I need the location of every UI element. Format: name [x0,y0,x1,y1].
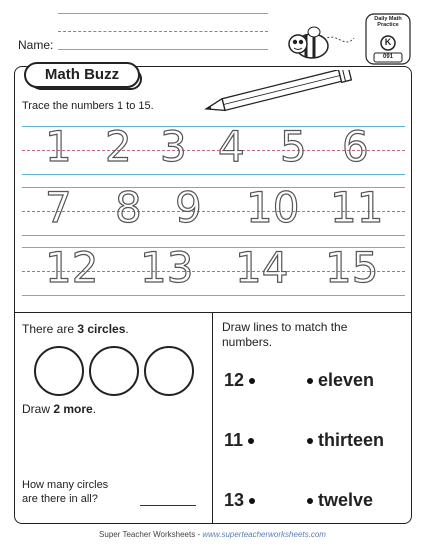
question-line-1: How many circles [22,479,109,491]
trace-row2-bottom [22,235,405,236]
draw-text-post: . [92,402,97,416]
match-number: 12 [224,370,245,390]
draw-text-bold: 2 more [53,402,93,416]
footer-link[interactable]: www.superteacherworksheets.com [202,530,326,539]
match-word-item[interactable] [302,490,373,511]
answer-line[interactable] [140,505,196,506]
badge-number: 091 [382,54,393,60]
badge-letter: K [384,37,392,47]
trace-number[interactable]: 15 [325,243,379,292]
trace-number[interactable]: 6 [342,122,369,171]
pencil-icon [200,70,365,112]
footer-brand: Super Teacher Worksheets - [99,530,203,539]
section-divider-vertical [212,312,213,524]
trace-number[interactable]: 4 [218,122,245,171]
circles-text-bold: 3 circles [77,322,126,336]
trace-number[interactable]: 13 [140,243,194,292]
trace-number[interactable]: 11 [330,183,384,232]
match-word: thirteen [318,430,385,450]
circles-count-text [22,322,129,336]
footer [0,530,425,539]
match-number-item[interactable] [224,430,259,451]
trace-number[interactable]: 2 [105,122,132,171]
dot-icon [249,498,255,504]
name-input-line[interactable] [58,49,268,50]
trace-number[interactable]: 7 [45,183,72,232]
match-number-item[interactable] [224,370,260,391]
trace-instruction: Trace the numbers 1 to 15. [22,100,154,112]
trace-number[interactable]: 10 [246,183,300,232]
match-instruction-line-2: numbers. [222,335,273,349]
trace-number[interactable]: 12 [45,243,99,292]
match-word: twelve [318,490,374,510]
match-word-item[interactable] [302,430,384,451]
trace-number[interactable]: 3 [160,122,187,171]
draw-more-text [22,402,96,416]
match-word-item[interactable] [302,370,374,391]
circles-text-pre: There are [22,322,78,336]
trace-number[interactable]: 9 [175,183,202,232]
trace-number[interactable]: 8 [115,183,142,232]
dot-icon [307,378,313,384]
circles-text-post: . [125,322,129,336]
trace-number[interactable]: 5 [280,122,307,171]
trace-row3-bottom [22,295,405,296]
section-title: Math Buzz [24,62,140,88]
match-instruction-line-1: Draw lines to match the [222,320,348,334]
dot-icon [307,438,313,444]
match-word: eleven [318,370,375,390]
match-number: 13 [224,490,245,510]
trace-number[interactable]: 1 [45,122,72,171]
question-line-2: are there in all? [22,493,98,505]
badge-title: Daily Math Practice [374,16,402,28]
circle-shape [89,346,139,396]
circle-shape [144,346,194,396]
name-label: Name: [18,38,54,52]
circle-shape [34,346,84,396]
bee-icon [284,20,366,66]
match-number-item[interactable] [224,490,260,511]
section-divider-horizontal [14,312,412,313]
name-guide-top [58,13,268,14]
daily-math-badge [364,13,412,65]
match-instruction [222,320,347,350]
how-many-question [22,478,108,506]
trace-row1-bottom [22,174,405,175]
draw-text-pre: Draw [22,402,54,416]
match-number: 11 [224,430,244,450]
dot-icon [249,378,255,384]
trace-number[interactable]: 14 [235,243,289,292]
dot-icon [248,438,254,444]
name-guide-mid [58,31,268,32]
dot-icon [307,498,313,504]
